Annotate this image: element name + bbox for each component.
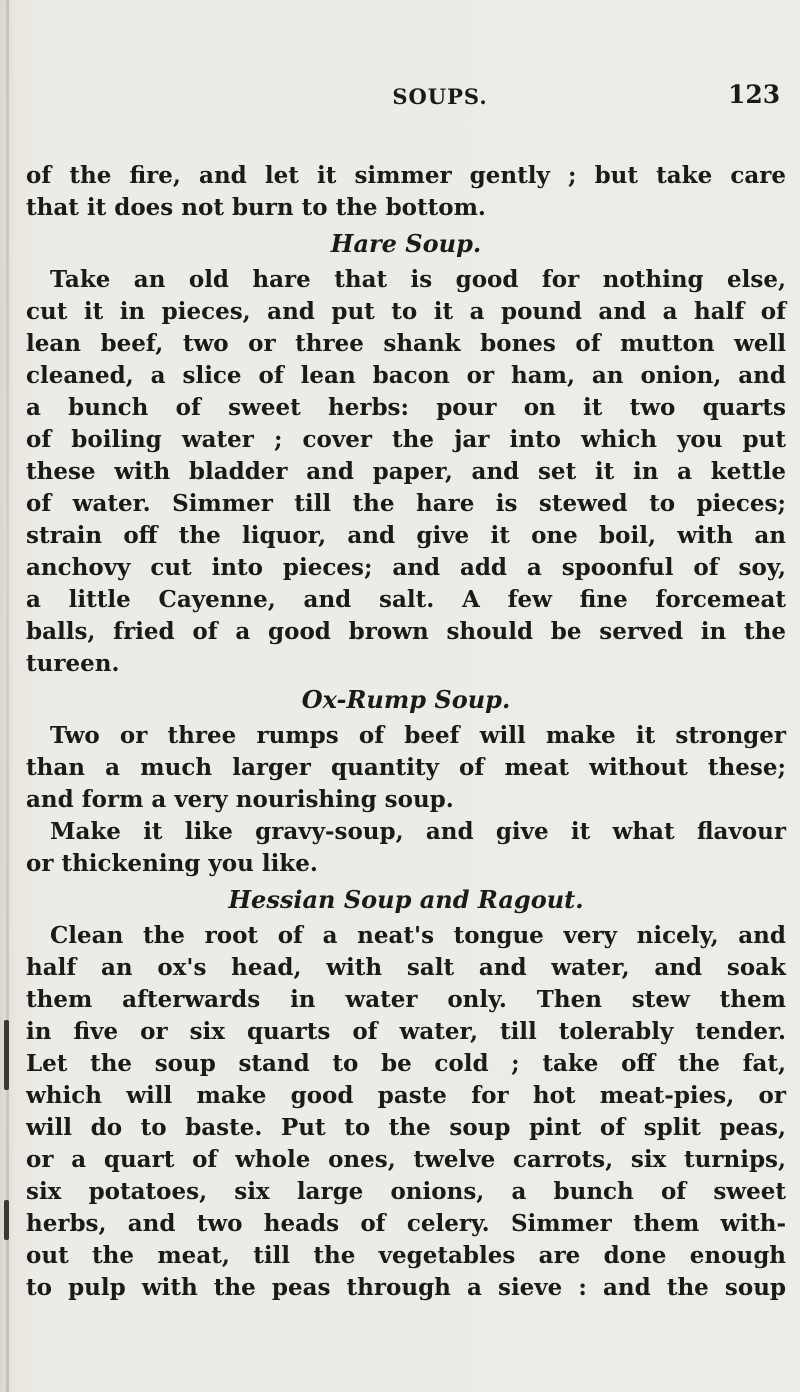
text-line: anchovy cut into pieces; and add a spoonful of soy, (26, 554, 786, 581)
text-line: Let the soup stand to be cold ; take off the fat, (26, 1050, 786, 1077)
text-line: lean beef, two or three shank bones of mutton well (26, 330, 786, 357)
gutter-mark (4, 1200, 9, 1240)
text-line: of boiling water ; cover the jar into which you put (26, 426, 786, 453)
text-line: cleaned, a slice of lean bacon or ham, an onion, and (26, 362, 786, 389)
text-line: Take an old hare that is good for nothing else, (50, 266, 786, 293)
text-line: of water. Simmer till the hare is stewed to pieces; (26, 490, 786, 517)
text-line: than a much larger quantity of meat without these; (26, 754, 786, 781)
text-line: that it does not burn to the bottom. (26, 194, 486, 221)
text-line: six potatoes, six large onions, a bunch of sweet (26, 1178, 786, 1205)
recipe-heading-hare-soup: Hare Soup. (330, 229, 482, 258)
running-head: SOUPS. (392, 84, 488, 109)
text-line: these with bladder and paper, and set it in a kettle (26, 458, 786, 485)
page-number: 123 (728, 80, 781, 109)
text-line: a little Cayenne, and salt. A few fine forcemeat (26, 586, 786, 613)
text-line: and form a very nourishing soup. (26, 786, 454, 813)
text-line: a bunch of sweet herbs: pour on it two quarts (26, 394, 786, 421)
text-line: Clean the root of a neat's tongue very nicely, and (50, 922, 786, 949)
text-line: Make it like gravy-soup, and give it what flavour (50, 818, 786, 845)
text-line: them afterwards in water only. Then stew them (26, 986, 786, 1013)
text-line: balls, fried of a good brown should be served in the (26, 618, 786, 645)
text-line: out the meat, till the vegetables are done enough (26, 1242, 786, 1269)
text-line: of the fire, and let it simmer gently ; but take care (26, 162, 786, 189)
recipe-heading-hessian-soup: Hessian Soup and Ragout. (228, 885, 584, 914)
recipe-heading-ox-rump-soup: Ox-Rump Soup. (301, 685, 511, 714)
text-line: to pulp with the peas through a sieve : and the soup (26, 1274, 786, 1301)
page-gutter (6, 0, 9, 1392)
text-line: or a quart of whole ones, twelve carrots, six turnips, (26, 1146, 786, 1173)
text-line: herbs, and two heads of celery. Simmer them with- (26, 1210, 786, 1237)
text-line: strain off the liquor, and give it one boil, with an (26, 522, 786, 549)
body-text (26, 160, 786, 1304)
text-line: tureen. (26, 650, 120, 677)
text-line: or thickening you like. (26, 850, 318, 877)
text-line: half an ox's head, with salt and water, and soak (26, 954, 786, 981)
text-line: which will make good paste for hot meat-pies, or (26, 1082, 786, 1109)
text-line: cut it in pieces, and put to it a pound and a half of (26, 298, 786, 325)
text-line: in five or six quarts of water, till tolerably tender. (26, 1018, 786, 1045)
text-line: will do to baste. Put to the soup pint of split peas, (26, 1114, 786, 1141)
gutter-mark (4, 1020, 9, 1090)
text-line: Two or three rumps of beef will make it stronger (50, 722, 786, 749)
